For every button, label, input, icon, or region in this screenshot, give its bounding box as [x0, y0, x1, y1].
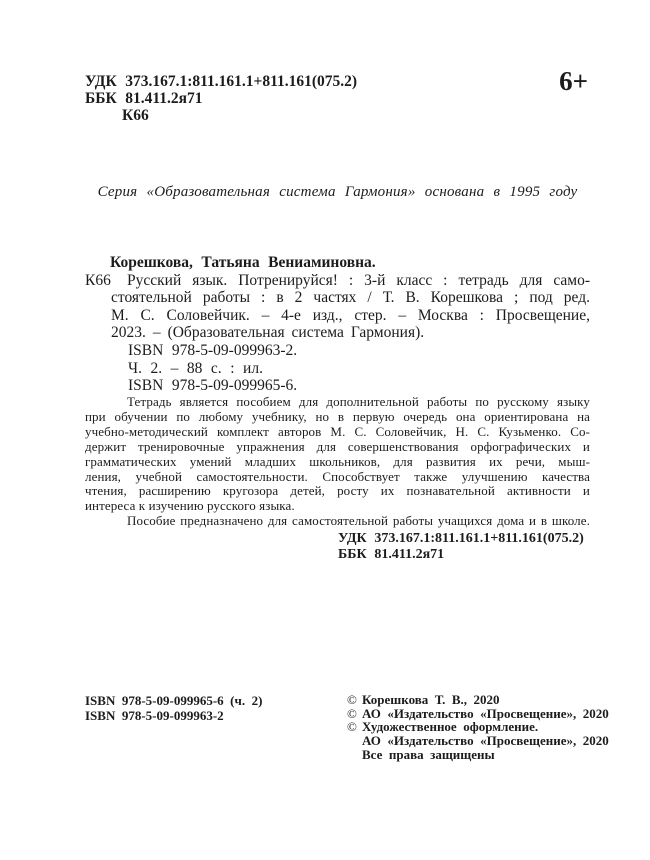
bibliographic-codes-top	[85, 73, 357, 124]
isbn-line: ISBN 978-5-09-099963-2	[85, 708, 224, 724]
bbk-code-top: ББК 81.411.2я71	[85, 90, 203, 107]
copyright-line	[347, 693, 609, 707]
udk-code-bottom: УДК 373.167.1:811.161.1+811.161(075.2)	[338, 531, 584, 546]
copyright-text: Корешкова Т. В., 2020	[362, 692, 500, 707]
udk-code-top: УДК 373.167.1:811.161.1+811.161(075.2)	[85, 73, 358, 90]
isbn-line: ISBN 978-5-09-099965-6 (ч. 2)	[85, 693, 263, 708]
copyright-block	[347, 693, 609, 762]
record-line	[85, 272, 590, 290]
copyright-text: АО «Издательство «Просвещение», 2020	[362, 733, 609, 749]
record-isbn-line: ISBN 978-5-09-099965-6.	[128, 377, 298, 395]
record-isbn-line: ISBN 978-5-09-099963-2.	[128, 341, 298, 359]
copyright-symbol: ©	[347, 719, 357, 735]
annotation-line: при обучении по любому учебнику, но в первую очередь она ориентирована на	[85, 408, 590, 424]
author-heading: Корешкова, Татьяна Вениаминовна.	[110, 254, 376, 271]
annotation	[85, 395, 590, 529]
annotation-line: ления, учебной самостоятельности. Способствует также улучшению качества	[85, 468, 590, 484]
copyright-text: Все права защищены	[362, 746, 495, 762]
annotation-line: держит тренировочные упражнения для совершенствования орфографических и	[85, 438, 590, 454]
record-part-line: Ч. 2. – 88 с. : ил.	[128, 359, 263, 377]
copyright-text: АО «Издательство «Просвещение», 2020	[362, 705, 609, 721]
record-line: стоятельной работы : в 2 частях / Т. В. Корешкова ; под ред.	[111, 289, 590, 307]
copyright-line	[347, 734, 609, 748]
copyright-symbol: ©	[347, 705, 357, 721]
annotation-line: грамматических умений младших школьников, для развития их речи, мыш-	[85, 453, 590, 469]
record-line-text: Русский язык. Потренируйся! : 3-й класс : тетрадь для само-	[127, 271, 590, 289]
annotation-line: учебно-методический комплект авторов М. С. Соловейчик, Н. С. Кузьменко. Со-	[85, 423, 590, 439]
series-note: Серия «Образовательная система Гармония» основана в 1995 году	[97, 184, 578, 200]
annotation-line: интереса к изучению русского языка.	[85, 498, 295, 514]
copyright-line	[347, 720, 609, 734]
entry-code-top: К66	[122, 107, 149, 124]
bibliographic-codes-bottom	[338, 531, 584, 563]
catalog-record	[85, 254, 590, 395]
copyright-line	[347, 748, 609, 762]
record-line: М. С. Соловейчик. – 4-е изд., стер. – Москва : Просвещение,	[111, 306, 590, 324]
copyright-symbol: ©	[347, 692, 357, 707]
annotation-purpose-line: Пособие предназначено для самостоятельной работы учащихся дома и в школе.	[127, 513, 590, 529]
annotation-line: Тетрадь является пособием для дополнительной работы по русскому языку	[127, 394, 590, 409]
annotation-line: чтения, расширению кругозора детей, росту их познавательной активности и	[85, 483, 590, 499]
copyright-line	[347, 707, 609, 721]
isbn-block	[85, 693, 262, 723]
age-rating-badge: 6+	[559, 66, 588, 96]
bbk-code-bottom: ББК 81.411.2я71	[338, 546, 445, 562]
catalog-entry-code: К66	[85, 271, 111, 289]
record-line: 2023. – (Образовательная система Гармония).	[111, 324, 425, 342]
copyright-text: Художественное оформление.	[362, 719, 539, 735]
